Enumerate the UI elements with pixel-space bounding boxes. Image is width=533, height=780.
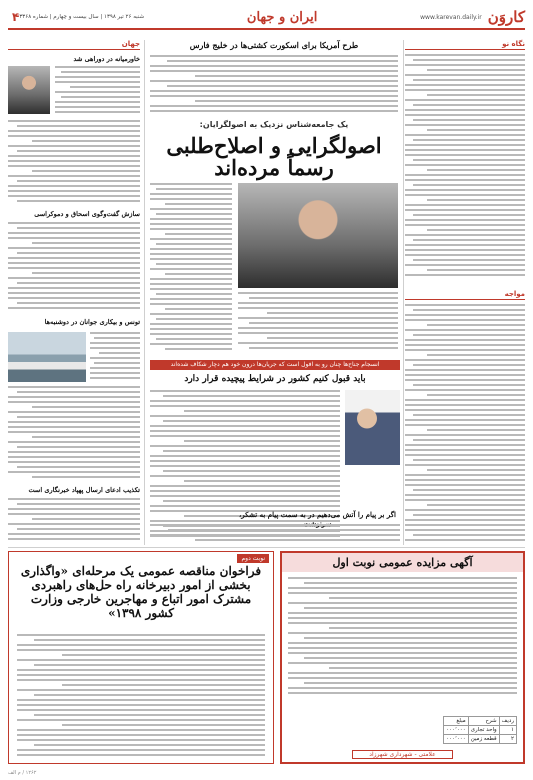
page-number: ۴ — [12, 10, 20, 24]
table-cell: ۰۰۰٬۰۰۰ — [444, 735, 468, 744]
main-headline: اصولگرایی و اصلاح‌طلبی رسماً مرده‌اند — [166, 133, 382, 180]
opinion-text — [405, 304, 525, 544]
auction-body — [288, 577, 517, 697]
left-col-text-f — [8, 498, 140, 546]
auction-advertisement — [280, 551, 525, 764]
left-col-text-d — [90, 332, 140, 382]
masthead — [8, 6, 525, 30]
ad-divider — [8, 547, 525, 548]
table-row — [444, 717, 517, 726]
left-headline-3: تونس و بیکاری جوانان در دوشنبه‌ها — [44, 318, 140, 326]
tender-advertisement — [8, 551, 274, 764]
auction-title: آگهی مزایده عمومی نوبت اول — [282, 553, 523, 572]
column-divider — [403, 40, 404, 545]
bottom-headline: اگر بر پیام را آتش می‌دهیم در به سمت پیام به تشکر، — [239, 510, 396, 519]
official-photo — [345, 390, 400, 465]
left-col-text-b — [8, 120, 140, 206]
website-url[interactable]: www.karevan.daily.ir — [420, 13, 482, 21]
photo-caption-text — [238, 292, 398, 356]
column-label-left: جهان — [8, 40, 140, 50]
ship-photo — [8, 332, 86, 382]
section-title: ایران و جهان — [246, 9, 318, 25]
opinion-label: مواجه — [405, 290, 525, 300]
newspaper-logo: کاروَن — [487, 8, 525, 26]
left-headline-2: سازش گفت‌وگوی اسحاق و دموکراسی — [34, 210, 140, 218]
column-label-right: نگاه نو — [405, 40, 525, 50]
dateline: شنبه ۲۶ تیر ۱۳۹۸ | سال بیست و چهارم | شماره ۳۳۶۸ — [19, 14, 145, 20]
table-row — [444, 735, 517, 744]
bottom-story-text — [150, 524, 400, 546]
table-cell: ۱ — [499, 726, 516, 735]
tender-body — [17, 634, 265, 758]
tender-title: فراخوان مناقصه عمومی یک مرحله‌ای «واگذاری بخشی از امور دبیرخانه راه حل‌های راهبردی مشترک امور اتباع و مهاجرین خارجی وزارت کشور ۱۳۹۸» — [20, 564, 262, 620]
auction-table — [443, 716, 517, 744]
table-cell: شرح — [468, 717, 499, 726]
top-story-text — [150, 55, 398, 117]
highlight-bar: انسجام جناح‌ها چنان رو به افول است که جریان‌ها درون خود هم دچار شکاف شده‌اند — [150, 360, 400, 370]
table-cell: مبلغ — [444, 717, 468, 726]
table-cell: ۰۰۰٬۰۰۰ — [444, 726, 468, 735]
right-column-text — [405, 54, 525, 282]
left-col-text-a — [55, 66, 140, 116]
ad-tag: نوبت دوم — [237, 554, 269, 563]
columnist-photo — [8, 66, 50, 114]
second-headline: باید قبول کنیم کشور در شرایط پیچیده قرار دارد — [184, 374, 366, 384]
left-col-text-c — [8, 222, 140, 314]
page-footer: ۱۲۶۲ / م الف — [8, 770, 37, 776]
left-headline-1: خاورمیانه در دوراهی شد — [73, 55, 140, 63]
table-cell: قطعه زمین — [468, 735, 499, 744]
auction-footer: علامتی - شهرداری شهرزاد — [352, 750, 453, 759]
column-divider-left — [144, 40, 145, 545]
table-cell: ردیف — [499, 717, 516, 726]
interviewee-photo — [238, 183, 398, 288]
left-headline-4: تکذیب ادعای ارسال پهپاد خبرنگاری است — [28, 486, 140, 494]
center-story-col-a — [150, 183, 232, 355]
left-col-text-e — [8, 386, 140, 482]
top-subhead: طرح آمریکا برای اسکورت کشتی‌ها در خلیج فارس — [189, 40, 359, 50]
table-row — [444, 726, 517, 735]
headline-kicker: یک جامعه‌شناس نزدیک به اصولگرایان: — [199, 120, 349, 129]
table-cell: واحد تجاری — [468, 726, 499, 735]
table-cell: ۲ — [499, 735, 516, 744]
